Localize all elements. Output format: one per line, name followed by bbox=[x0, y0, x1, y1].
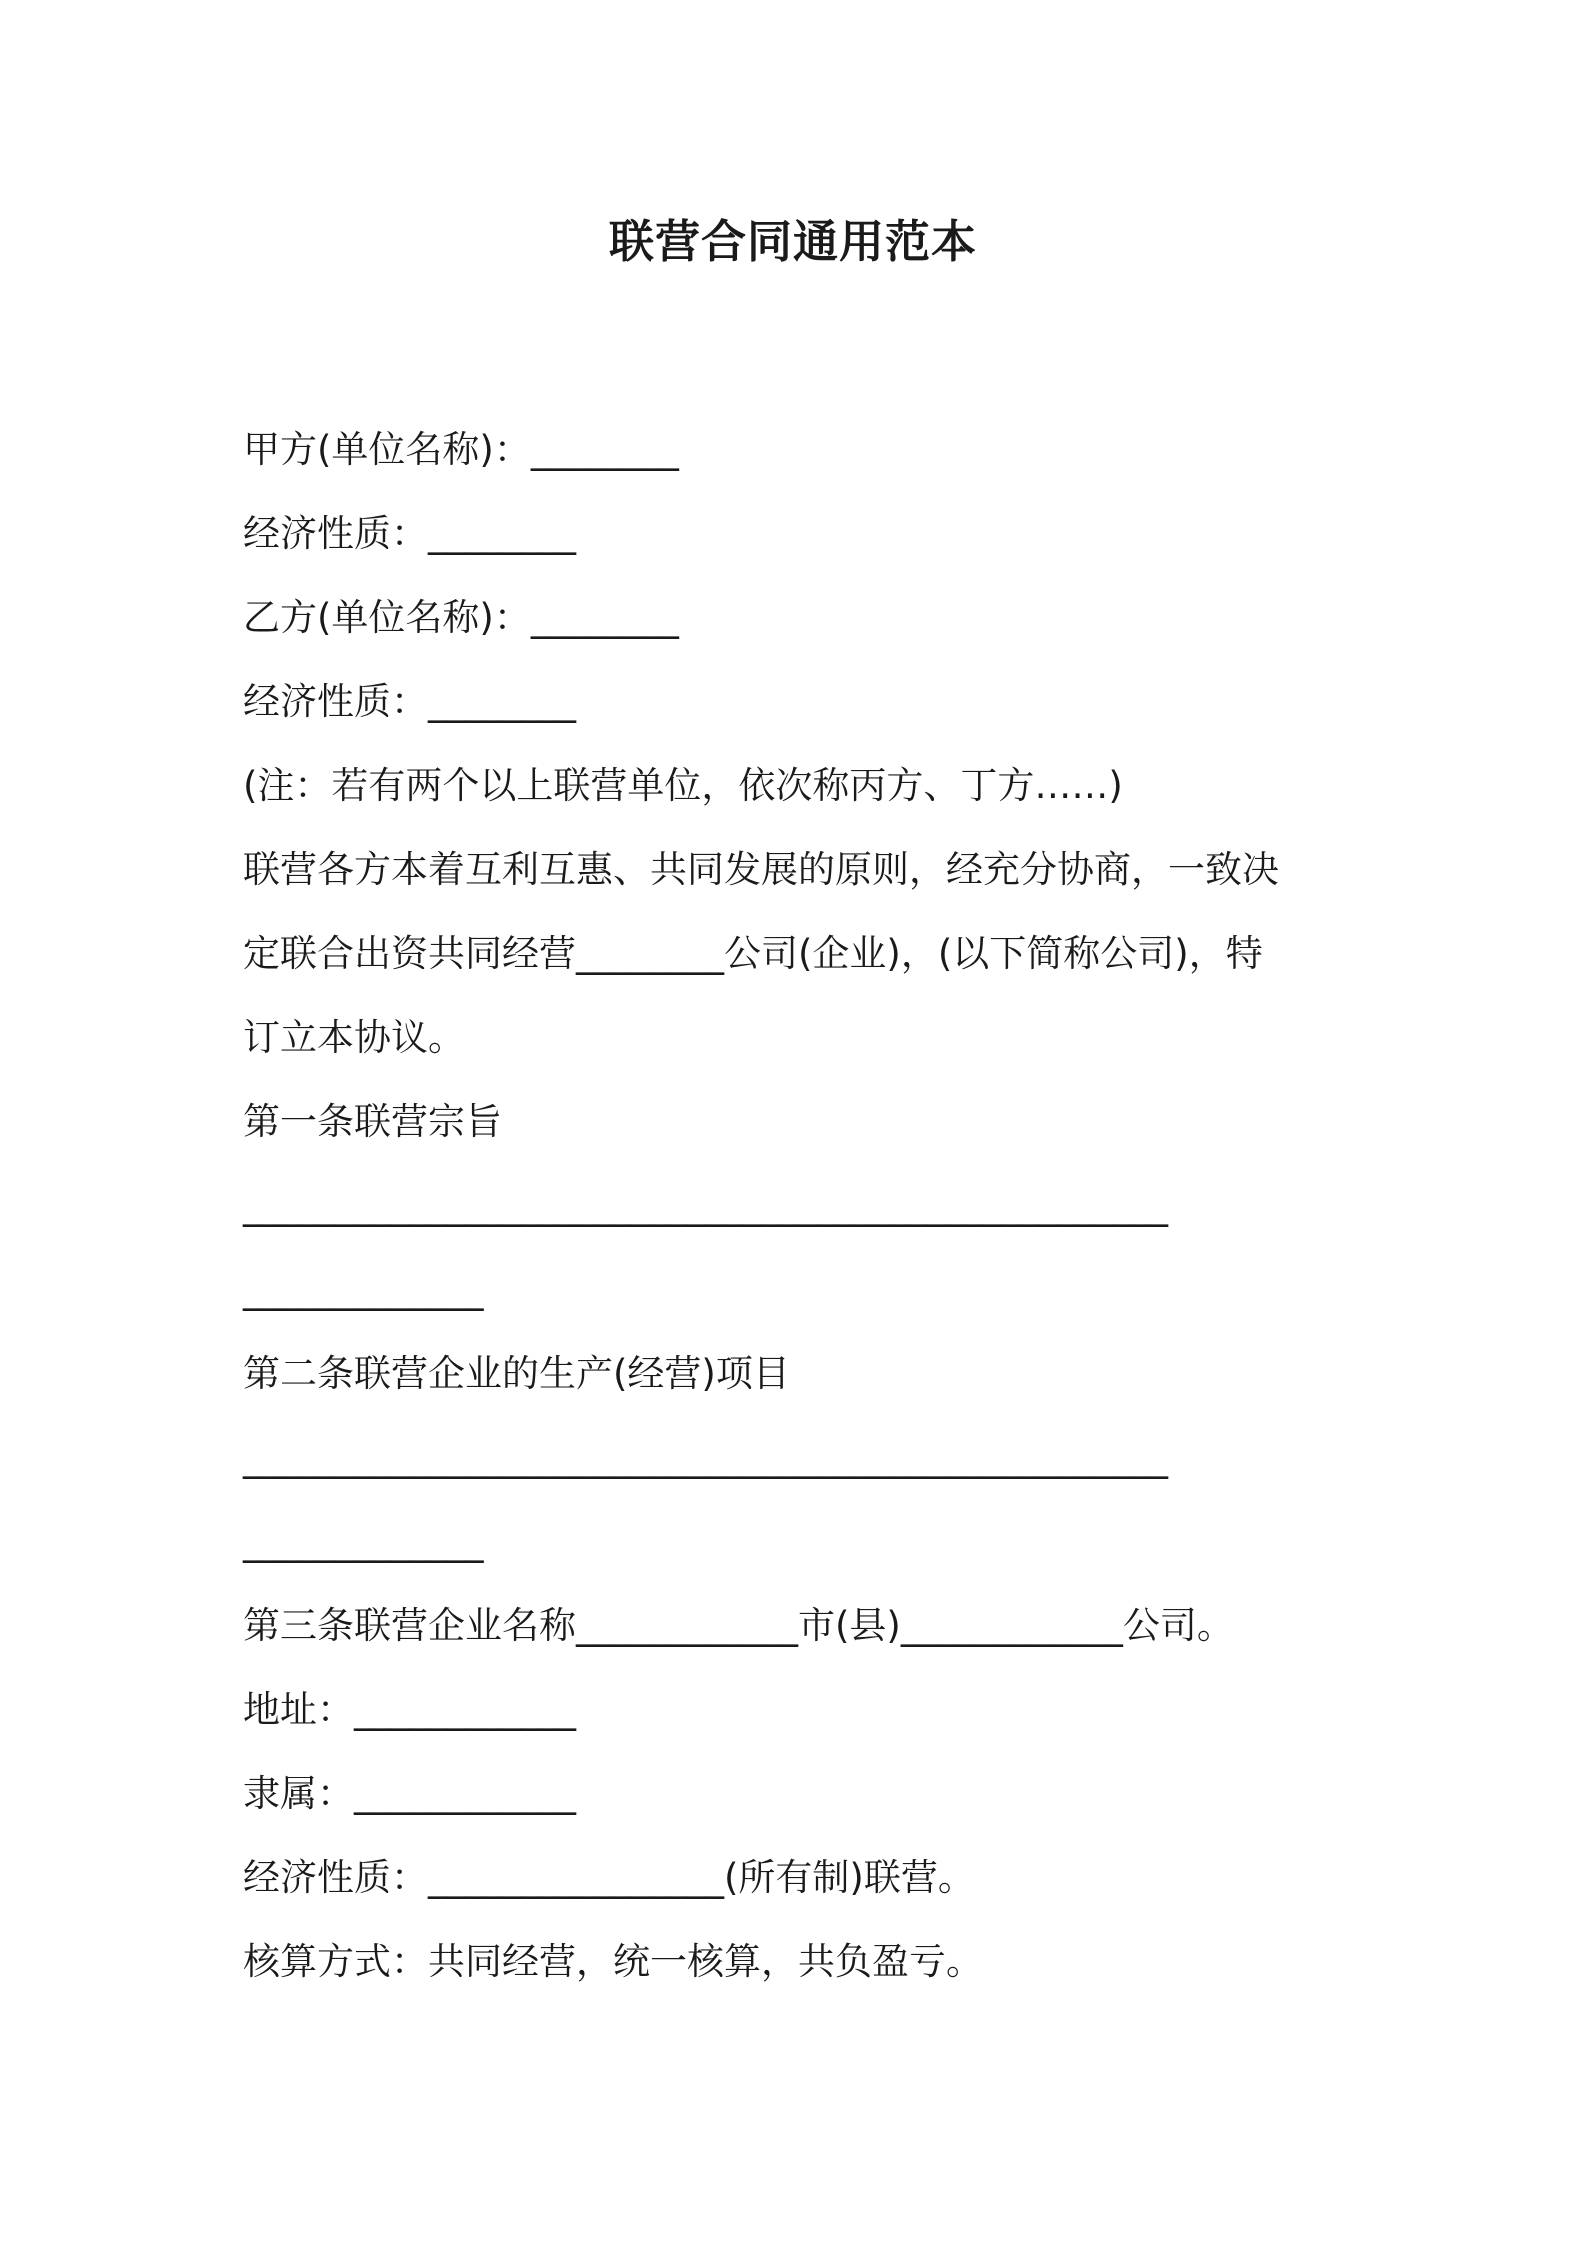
article-2-blank-line-1: __________________________________________________ bbox=[243, 1436, 1168, 1479]
article-1-blank-line-1: __________________________________________________ bbox=[243, 1184, 1168, 1227]
article-2-heading: 第二条联营企业的生产(经营)项目 bbox=[243, 1352, 790, 1395]
party-b-economic-nature-line: 经济性质：________ bbox=[243, 680, 576, 723]
article-3-heading: 第三条联营企业名称____________市(县)____________公司。 bbox=[243, 1604, 1234, 1647]
document-title: 联营合同通用范本 bbox=[608, 215, 977, 268]
affiliation-line: 隶属：____________ bbox=[243, 1772, 576, 1815]
address-line: 地址：____________ bbox=[243, 1688, 576, 1731]
economic-nature-line: 经济性质：________________(所有制)联营。 bbox=[243, 1856, 975, 1899]
article-1-heading: 第一条联营宗旨 bbox=[243, 1100, 502, 1143]
note-line: (注：若有两个以上联营单位，依次称丙方、丁方……) bbox=[243, 764, 1123, 807]
party-a-name-line: 甲方(单位名称)：________ bbox=[243, 428, 679, 471]
article-2-blank-line-2: _____________ bbox=[243, 1520, 484, 1563]
preamble-line-3: 订立本协议。 bbox=[243, 1016, 465, 1059]
accounting-method-line: 核算方式：共同经营，统一核算，共负盈亏。 bbox=[243, 1940, 983, 1983]
preamble-line-1: 联营各方本着互利互惠、共同发展的原则，经充分协商，一致决 bbox=[243, 848, 1279, 891]
article-1-blank-line-2: _____________ bbox=[243, 1268, 484, 1311]
preamble-line-2: 定联合出资共同经营________公司(企业)，(以下简称公司)，特 bbox=[243, 932, 1263, 975]
document-body bbox=[243, 408, 1363, 2004]
party-b-name-line: 乙方(单位名称)：________ bbox=[243, 596, 679, 639]
party-a-economic-nature-line: 经济性质：________ bbox=[243, 512, 576, 555]
